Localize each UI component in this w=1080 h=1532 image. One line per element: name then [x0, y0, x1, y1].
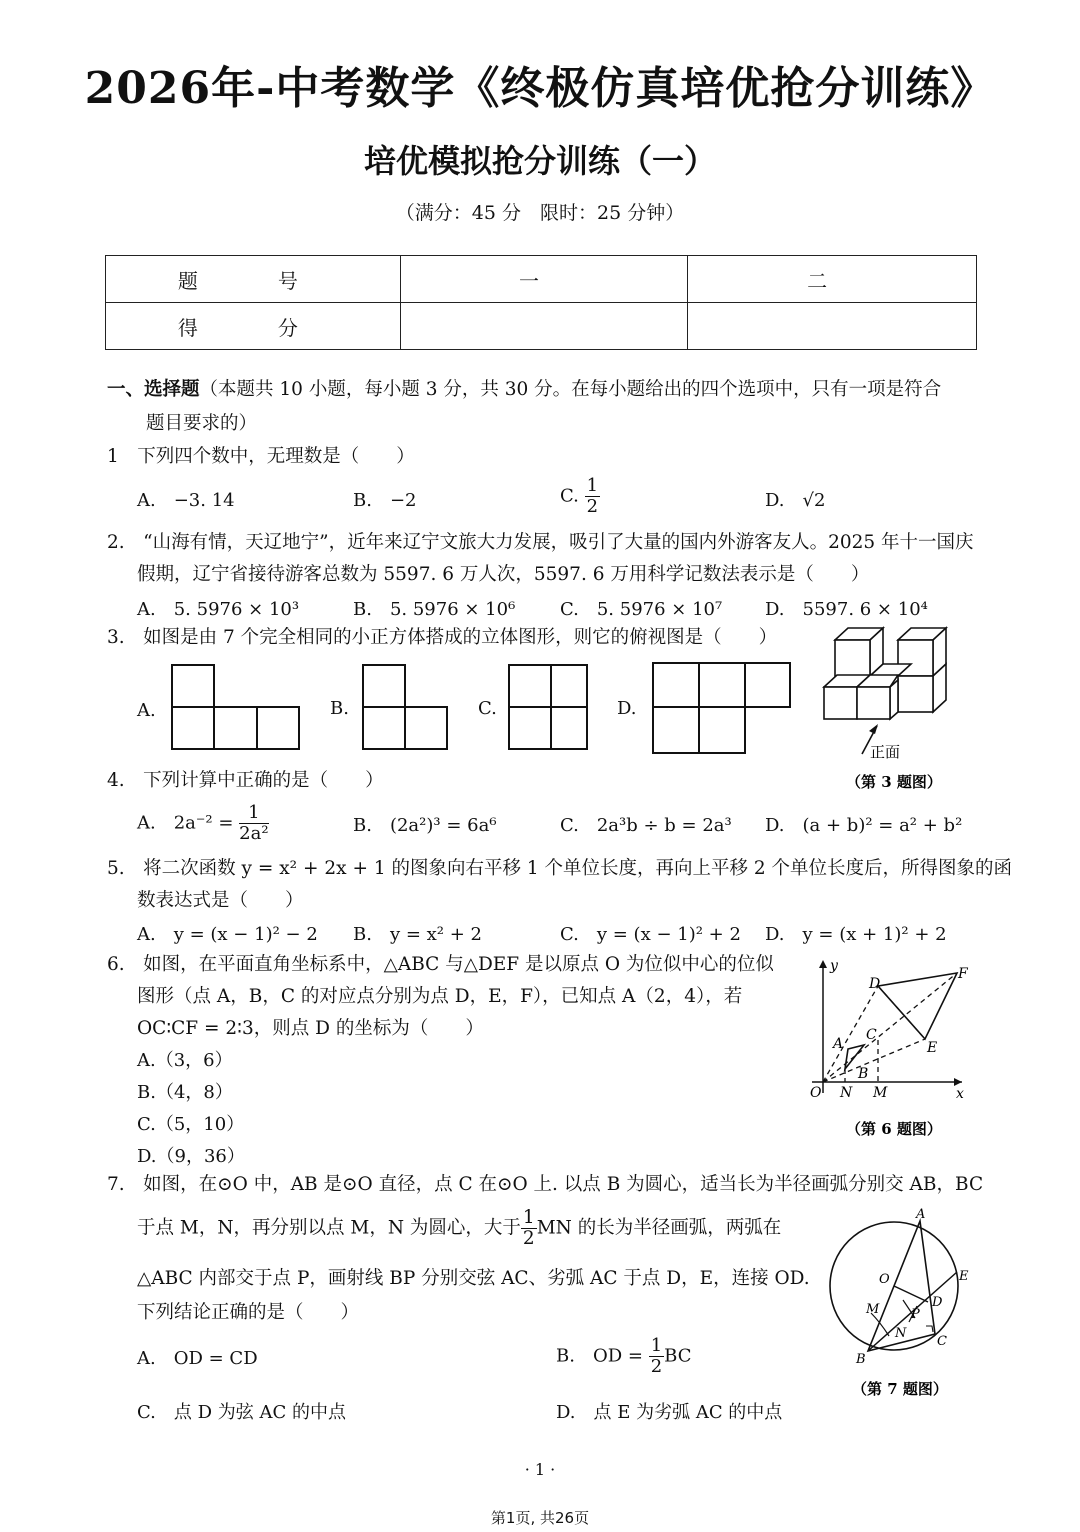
fraction-denominator: 2a²	[239, 823, 269, 844]
q7-label: D	[932, 1295, 943, 1310]
q7-line2-post: MN 的长为半径画弧，两弧在	[536, 1217, 782, 1239]
q1-option-a[interactable]: A. −3. 14	[137, 490, 235, 511]
q3-view-b-grid	[363, 665, 447, 749]
q6-dashed-lines	[823, 973, 957, 1082]
q7-segment-od	[894, 1286, 928, 1302]
q4-option-a[interactable]	[137, 803, 269, 844]
q6-line3: OC∶CF = 2∶3，则点 D 的坐标为（ ）	[137, 1018, 484, 1039]
page-info: 第1页, 共26页	[490, 1509, 590, 1527]
q7-caption: （第 7 题图）	[852, 1380, 948, 1398]
fraction-numerator: 1	[522, 1207, 535, 1228]
q7-line3: △ABC 内部交于点 P，画射线 BP 分别交弦 AC、劣弧 AC 于点 D，E，连接 OD.	[137, 1268, 810, 1289]
q6-label: C	[866, 1027, 877, 1043]
q1-option-d[interactable]: D. √2	[765, 490, 826, 511]
q6-label: N	[840, 1085, 853, 1101]
q3-caption: （第 3 题图）	[846, 773, 942, 791]
q6-option-b[interactable]: B.（4，8）	[137, 1082, 233, 1103]
fraction-numerator: 1	[239, 803, 268, 824]
q2-line1: 2. “山海有情，天辽地宁”，近年来辽宁文旅大力发展，吸引了大量的国内外游客友人。2025 年十一国庆	[107, 532, 974, 553]
section-desc: （本题共 10 小题，每小题 3 分，共 30 分。在每小题给出的四个选项中，只有一项是符合	[199, 379, 942, 400]
q3-option-d[interactable]: D.	[617, 698, 637, 719]
q7-option-d[interactable]: D. 点 E 为劣弧 AC 的中点	[556, 1402, 783, 1423]
q6-label: E	[927, 1040, 938, 1056]
fraction-numerator: 1	[586, 475, 599, 496]
section-label: 一、选择题	[107, 379, 200, 400]
q4-option-b[interactable]: B. (2a²)³ = 6a⁶	[353, 815, 497, 836]
q5-option-a[interactable]: A. y = (x − 1)² − 2	[137, 924, 318, 945]
q2-option-b[interactable]: B. 5. 5976 × 10⁶	[353, 599, 516, 620]
q7-option-b-text: B. OD =	[556, 1345, 643, 1367]
q1-stem: 1 下列四个数中，无理数是（ ）	[107, 446, 415, 467]
q6-option-c[interactable]: C.（5，10）	[137, 1114, 245, 1135]
q7-label: M	[866, 1302, 880, 1317]
q3-option-b[interactable]: B.	[330, 698, 349, 719]
q6-y-arrow	[819, 960, 827, 968]
q4-option-c[interactable]: C. 2a³b ÷ b = 2a³	[560, 815, 732, 836]
q6-option-a[interactable]: A.（3，6）	[137, 1050, 233, 1071]
q1-option-b[interactable]: B. −2	[353, 490, 417, 511]
q3-solid-figure	[824, 628, 946, 719]
score-cell: 得 分	[106, 303, 401, 350]
q7-right-angle	[926, 1326, 933, 1332]
page-mark: · 1 ·	[524, 1460, 556, 1479]
q6-label: y	[830, 958, 838, 974]
q4-option-d[interactable]: D. (a + b)² = a² + b²	[765, 815, 963, 836]
q6-line1: 6. 如图，在平面直角坐标系中，△ABC 与△DEF 是以原点 O 为位似中心的位似	[107, 954, 774, 975]
q7-label: A	[916, 1207, 926, 1222]
q7-line2-fraction	[521, 1208, 537, 1249]
q5-option-d[interactable]: D. y = (x + 1)² + 2	[765, 924, 947, 945]
section-desc-2: 题目要求的）	[146, 413, 258, 434]
sub-title: 培优模拟抢分训练（一）	[363, 142, 716, 180]
q6-x-arrow	[954, 1078, 962, 1086]
q4-option-a-text: A. 2a⁻² =	[137, 812, 234, 834]
q2-option-d[interactable]: D. 5597. 6 × 10⁴	[765, 599, 928, 620]
q7-label: C	[937, 1334, 947, 1349]
q7-option-a[interactable]: A. OD = CD	[137, 1348, 258, 1369]
fraction-denominator: 2	[522, 1228, 535, 1249]
fraction-numerator: 1	[650, 1335, 663, 1356]
q6-label: D	[869, 976, 881, 992]
q2-option-a[interactable]: A. 5. 5976 × 10³	[137, 599, 300, 620]
q5-option-c[interactable]: C. y = (x − 1)² + 2	[560, 924, 741, 945]
q7-label: O	[879, 1272, 890, 1287]
q6-caption: （第 6 题图）	[846, 1120, 942, 1138]
q3-front-arrowhead	[869, 724, 878, 734]
q7-label: P	[911, 1307, 920, 1322]
exam-meta: （满分：45 分 限时：25 分钟）	[395, 202, 685, 224]
q4-option-a-fraction	[239, 803, 268, 844]
q7-label: B	[856, 1352, 866, 1367]
q7-option-c[interactable]: C. 点 D 为弦 AC 的中点	[137, 1402, 346, 1423]
q6-label: x	[956, 1086, 964, 1102]
q5-line2: 数表达式是（ ）	[137, 890, 304, 911]
q1-option-c-label: C.	[560, 485, 579, 507]
score-cell: 一	[400, 256, 688, 303]
main-title: 2026年-中考数学《终极仿真培优抢分训练》	[84, 63, 996, 114]
q7-line4: 下列结论正确的是（ ）	[137, 1302, 360, 1323]
q2-option-c[interactable]: C. 5. 5976 × 10⁷	[560, 599, 723, 620]
q4-stem: 4. 下列计算中正确的是（ ）	[107, 770, 384, 791]
q7-label: E	[959, 1269, 969, 1284]
q6-line2: 图形（点 A，B，C 的对应点分别为点 D，E，F），已知点 A（2，4），若	[137, 986, 743, 1007]
q3-front-label: 正面	[870, 743, 901, 761]
q6-label: O	[810, 1085, 822, 1101]
q2-line2: 假期，辽宁省接待游客总数为 5597. 6 万人次，5597. 6 万用科学记数法表示是（ ）	[137, 564, 870, 585]
q6-label: M	[873, 1085, 888, 1101]
q7-option-b-post: BC	[664, 1345, 692, 1367]
q6-option-d[interactable]: D.（9，36）	[137, 1146, 245, 1167]
q3-option-a[interactable]: A.	[137, 700, 156, 721]
q5-line1: 5. 将二次函数 y = x² + 2x + 1 的图象向右平移 1 个单位长度，再向上平移 2 个单位长度后，所得图象的函	[107, 858, 1013, 879]
fraction-denominator: 2	[586, 496, 599, 517]
q7-option-b[interactable]	[556, 1336, 691, 1377]
q7-line2-pre: 于点 M，N，再分别以点 M，N 为圆心，大于	[137, 1217, 521, 1239]
q6-label: B	[858, 1066, 869, 1082]
q3-view-a-grid	[172, 665, 299, 749]
q6-label: F	[958, 966, 968, 982]
q6-figure	[810, 958, 969, 1138]
q7-line2	[137, 1208, 781, 1249]
q7-line1: 7. 如图，在⊙O 中，AB 是⊙O 直径，点 C 在⊙O 上. 以点 B 为圆心，适当长为半径画弧分别交 AB，BC	[107, 1174, 984, 1195]
q3-option-c[interactable]: C.	[478, 698, 497, 719]
q3-view-c-grid	[509, 665, 587, 749]
q7-label: N	[895, 1326, 907, 1341]
q7-option-b-fraction	[649, 1336, 664, 1377]
q3-view-d-grid	[653, 663, 790, 753]
q6-label: A	[833, 1036, 844, 1052]
q5-option-b[interactable]: B. y = x² + 2	[353, 924, 482, 945]
fraction-denominator: 2	[650, 1356, 663, 1377]
q3-stem: 3. 如图是由 7 个完全相同的小正方体搭成的立体图形，则它的俯视图是（ ）	[107, 627, 778, 648]
score-cell: 题 号	[106, 256, 401, 303]
score-cell: 二	[688, 256, 977, 303]
q7-figure	[830, 1207, 969, 1398]
